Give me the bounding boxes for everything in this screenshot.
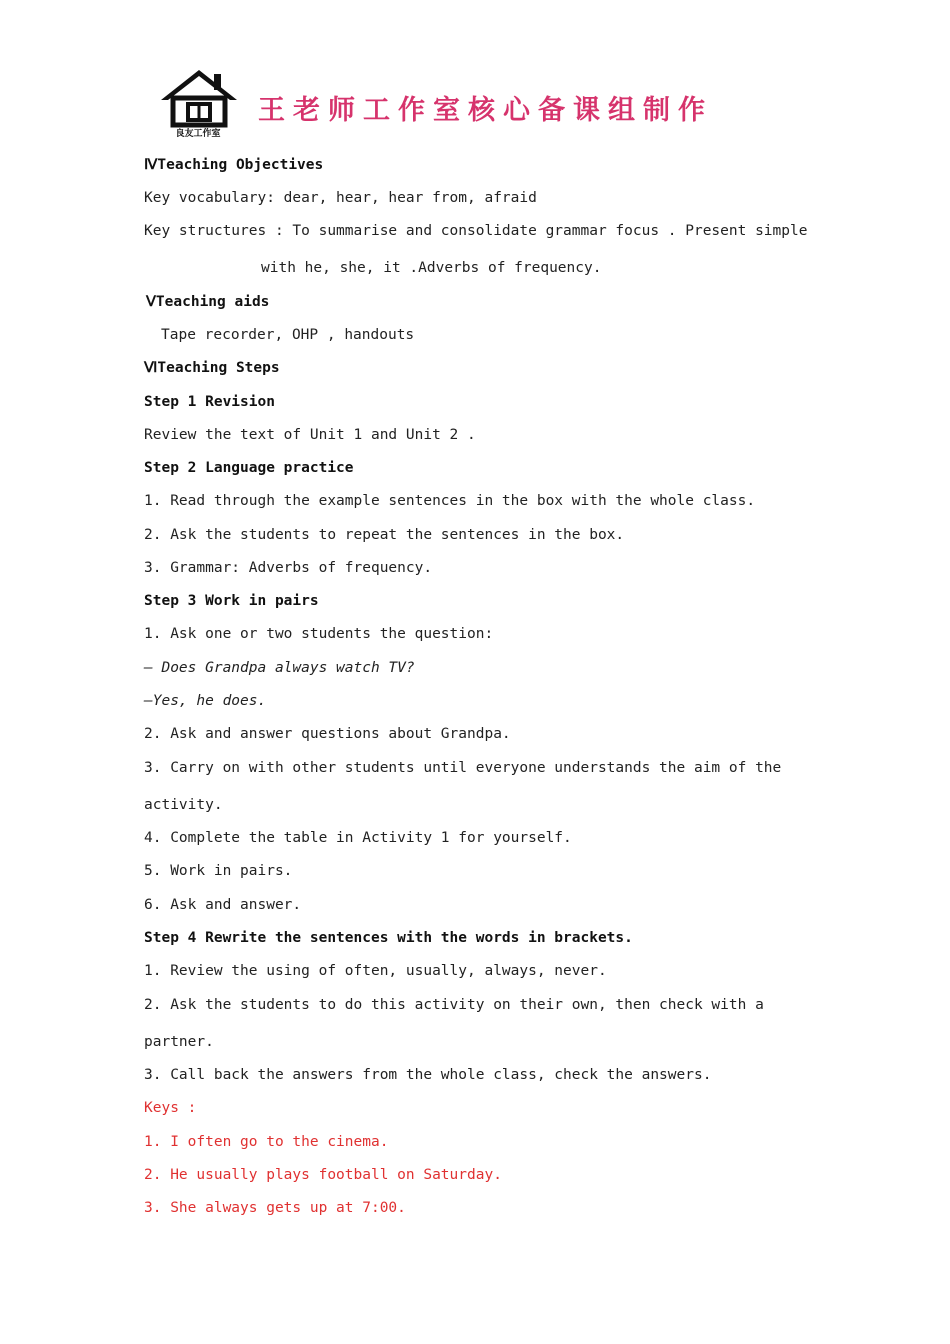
step1-text: Review the text of Unit 1 and Unit 2 . bbox=[144, 427, 476, 443]
step2-item: 1. Read through the example sentences in the box with the whole class. bbox=[144, 493, 756, 509]
step4-item-continued: partner. bbox=[144, 1034, 214, 1050]
logo-caption: 良友工作室 bbox=[175, 129, 221, 139]
key-vocabulary: Key vocabulary: dear, hear, hear from, afraid bbox=[144, 190, 537, 206]
key-structures-continued: with he, she, it .Adverbs of frequency. bbox=[261, 260, 602, 276]
step3-item-continued: activity. bbox=[144, 797, 223, 813]
key-structures: Key structures : To summarise and consolidate grammar focus . Present simple bbox=[144, 223, 808, 239]
step2-title: Step 2 Language practice bbox=[144, 460, 354, 476]
step3-item: 3. Carry on with other students until everyone understands the aim of the bbox=[144, 760, 782, 776]
step4-item: 2. Ask the students to do this activity on their own, then check with a bbox=[144, 997, 764, 1013]
step3-item: 1. Ask one or two students the question: bbox=[144, 626, 494, 642]
step4-title: Step 4 Rewrite the sentences with the words in brackets. bbox=[144, 930, 633, 946]
steps-heading: ⅥTeaching Steps bbox=[144, 360, 280, 376]
key-answer: 1. I often go to the cinema. bbox=[144, 1134, 389, 1150]
key-answer: 2. He usually plays football on Saturday. bbox=[144, 1167, 502, 1183]
objectives-heading: ⅣTeaching Objectives bbox=[144, 157, 324, 173]
step2-item: 3. Grammar: Adverbs of frequency. bbox=[144, 560, 433, 576]
step3-item: 6. Ask and answer. bbox=[144, 897, 302, 913]
step4-item: 3. Call back the answers from the whole class, check the answers. bbox=[144, 1067, 712, 1083]
brand-title: 王老师工作室核心备课组制作 bbox=[258, 95, 713, 126]
house-icon bbox=[156, 66, 242, 128]
step2-item: 2. Ask the students to repeat the sentences in the box. bbox=[144, 527, 625, 543]
step4-item: 1. Review the using of often, usually, always, never. bbox=[144, 963, 607, 979]
dialog-question: — Does Grandpa always watch TV? bbox=[144, 660, 415, 676]
key-answer: 3. She always gets up at 7:00. bbox=[144, 1200, 406, 1216]
step1-title: Step 1 Revision bbox=[144, 394, 275, 410]
step3-item: 5. Work in pairs. bbox=[144, 863, 293, 879]
step3-title: Step 3 Work in pairs bbox=[144, 593, 319, 609]
dialog-answer: —Yes, he does. bbox=[144, 693, 267, 709]
house-logo bbox=[156, 66, 242, 142]
step3-item: 4. Complete the table in Activity 1 for yourself. bbox=[144, 830, 572, 846]
page-header bbox=[156, 66, 796, 146]
aids-heading: ⅤTeaching aids bbox=[146, 294, 270, 310]
step3-item: 2. Ask and answer questions about Grandpa. bbox=[144, 726, 511, 742]
aids-list: Tape recorder, OHP , handouts bbox=[161, 327, 415, 343]
keys-label: Keys : bbox=[144, 1100, 197, 1116]
